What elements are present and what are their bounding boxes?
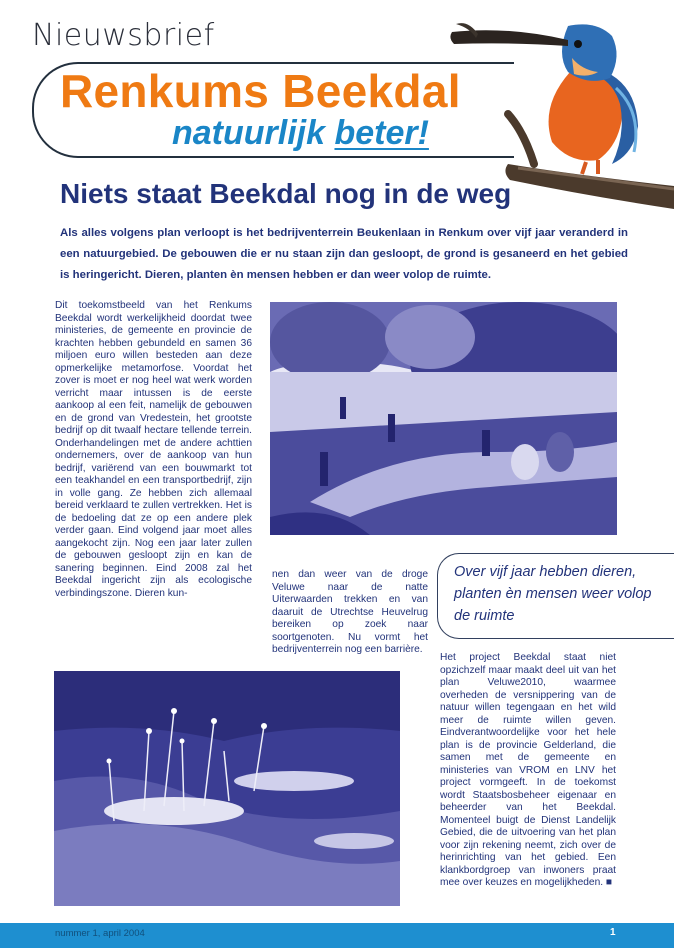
- article-column-2: nen dan weer van de droge Veluwe naar de natte Uiterwaarden trekken en van daaruit de Utrechtse Heuvelrug bereiken op zoek naar soortgenoten. Nu vormt het bedrijventerrein nog een barrière.: [272, 569, 428, 655]
- stream-children-photo: [270, 302, 617, 535]
- article-column-3: Het project Beekdal staat niet opzichzelf maar maakt deel uit van het plan Veluwe2010, waarmee overheden de versnippering van de natuur willen tegengaan en het wild meer de ruimte willen geven. Eindverantwoordelijke voor het hele plan is de provincie Gelderland, die samen met de gemeente en ministeries van VROM en LNV het project vormgeeft. In de toekomst wordt Staatsbosbeheer eigenaar en beheerder van het Beekdal. Momenteel buigt de Dienst Landelijk Gebied, die de uitvoering van het plan voor zijn rekening neemt, zich over de herinrichting van het gebied. Een klankbordgroep van inwoners praat mee over keuzes en mogelijkheden. ■: [440, 652, 616, 888]
- article-headline: Niets staat Beekdal nog in de weg: [60, 178, 512, 209]
- newsletter-label: Nieuwsbrief: [32, 18, 215, 53]
- brook-plants-photo: [54, 671, 400, 906]
- masthead-title: Renkums Beekdal: [60, 65, 461, 117]
- page-number: 1: [610, 927, 616, 938]
- subtitle-part-2: beter!: [334, 114, 429, 152]
- masthead-subtitle: [172, 114, 429, 153]
- article-column-1: Dit toekomstbeeld van het Renkums Beekdal wordt werkelijkheid doordat twee ministeries, de gemeente en provincie de krachten hebben gebundeld en samen 36 miljoen euro willen besteden aan deze opmerkelijke metamorfose. Voordat het zover is moet er nog heel wat werk worden verricht maar intussen is de eerste aankoop al een feit, namelijk de gebouwen en de grond van Vredestein, het grootste bedrijf op dit twaalf hectare tellende terrein. Onderhandelingen met de andere achttien ondernemers, over de aankoop van hun bedrijf, variërend van een bouwmarkt tot een teakhandel en een transportbedrijf, zijn in volle gang. Ze hebben zich allemaal bereid verklaard te zullen vertrekken. Het is de bedoeling dat ze op een andere plek verder gaan. Eind volgend jaar moet alles aangekocht zijn. Nog een jaar later zullen de gebouwen gesloopt zijn en kan de sanering beginnen. Eind 2008 zal het Beekdal ingericht zijn als ecologische verbindingszone. Dieren kun-: [55, 300, 252, 599]
- subtitle-part-1: natuurlijk: [172, 114, 335, 152]
- issue-info: nummer 1, april 2004: [55, 928, 145, 939]
- article-lead: Als alles volgens plan verloopt is het bedrijventerrein Beukenlaan in Renkum over vijf jaar veranderd in een natuurgebied. De gebouwen die er nu staan zijn dan gesloopt, de grond is gesaneerd en het gebied is heringericht. Dieren, planten èn mensen hebben er dan weer volop de ruimte.: [60, 227, 628, 281]
- pull-quote: Over vijf jaar hebben dieren, planten èn mensen weer volop de ruimte: [454, 564, 652, 624]
